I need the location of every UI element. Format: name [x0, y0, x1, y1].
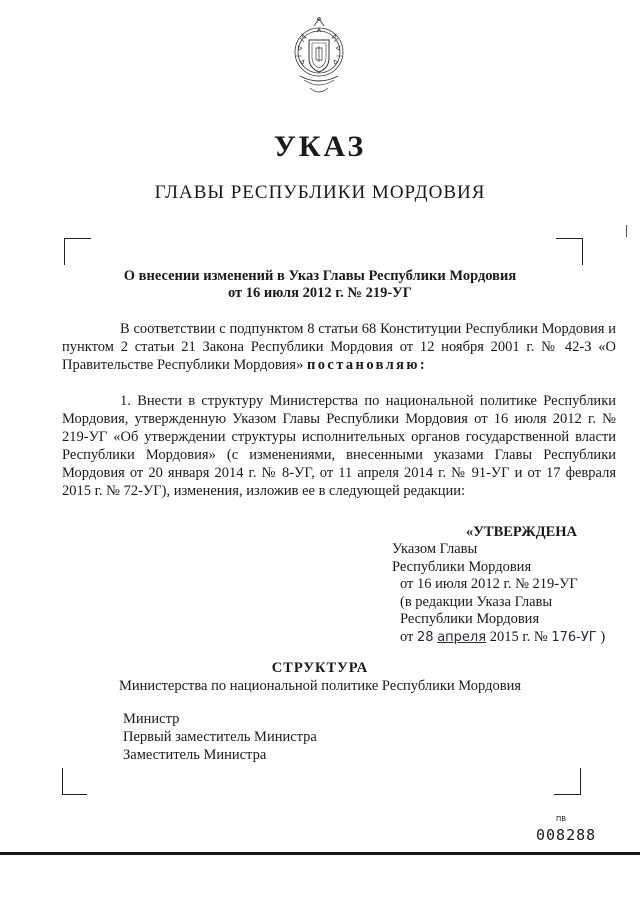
- coat-of-arms-emblem: [290, 16, 348, 100]
- serial-number: 008288: [536, 826, 597, 844]
- post-item: Министр: [123, 711, 180, 727]
- decree-subtitle: ГЛАВЫ РЕСПУБЛИКИ МОРДОВИЯ: [154, 182, 486, 203]
- post-item: Заместитель Министра: [123, 747, 267, 763]
- document-title-line2: от 16 июля 2012 г. № 219-УГ: [227, 285, 413, 301]
- approval-line-4: (в редакции Указа Главы: [400, 593, 553, 610]
- approval-close-paren: ): [600, 628, 606, 645]
- approval-date-prefix: от: [400, 628, 414, 645]
- approval-heading: «УТВЕРЖДЕНА: [466, 524, 577, 540]
- structure-subtitle: Министерства по национальной политике Республики Мордовия: [118, 678, 522, 694]
- document-title: [80, 268, 560, 302]
- handwritten-day: 28: [417, 629, 434, 645]
- bottom-border-line: [0, 852, 640, 855]
- decree-word: постановляю:: [306, 357, 428, 373]
- preamble-paragraph: [62, 320, 616, 374]
- post-item: Первый заместитель Министра: [123, 729, 317, 745]
- approval-line-1: Указом Главы: [392, 541, 478, 557]
- preamble-text: В соответствии с подпунктом 8 статьи 68 Конституции Республики Мордовия и пунктом 2 статьи 21 Закона Республики Мордовия от 12 ноября 2001 г. № 42-З «О Правительстве Республики Мордовия»: [62, 321, 616, 373]
- decree-title: УКАЗ: [273, 130, 367, 163]
- approval-year: 2015 г. №: [489, 628, 548, 645]
- margin-mark: [626, 225, 627, 237]
- approval-line-3: от 16 июля 2012 г. № 219-УГ: [400, 576, 578, 593]
- approval-line-6: [392, 629, 632, 647]
- handwritten-month: апреля: [437, 629, 487, 645]
- approval-line-5: Республики Мордовия: [400, 611, 540, 628]
- item-1-paragraph: [62, 392, 616, 500]
- item-1-text: 1. Внести в структуру Министерства по национальной политике Республики Мордовия, утвержденную Указом Главы Республики Мордовия от 16 июля 2012 г. № 219-УГ «Об утверждении структуры исполнительных органов государственной власти Республики Мордовия» (с изменениями, внесенными указами Главы Республики Мордовия от 20 января 2014 г. № 8-УГ, от 11 апреля 2014 г. № 91-УГ и от 17 февраля 2015 г. № 72-УГ), изменения, изложив ее в следующей редакции:: [62, 393, 616, 499]
- serial-mark: ПВ: [556, 815, 567, 823]
- corner-mark-top-right: [556, 238, 583, 265]
- handwritten-number: 176-УГ: [551, 629, 597, 645]
- posts-list: [123, 710, 317, 764]
- corner-mark-bottom-left: [62, 768, 87, 795]
- corner-mark-bottom-right: [554, 768, 581, 795]
- approval-line-2: Республики Мордовия: [392, 558, 532, 575]
- structure-title: СТРУКТУРА: [271, 660, 369, 676]
- corner-mark-top-left: [64, 238, 91, 265]
- document-title-line1: О внесении изменений в Указ Главы Республики Мордовия: [123, 268, 517, 284]
- approval-block: [392, 541, 632, 647]
